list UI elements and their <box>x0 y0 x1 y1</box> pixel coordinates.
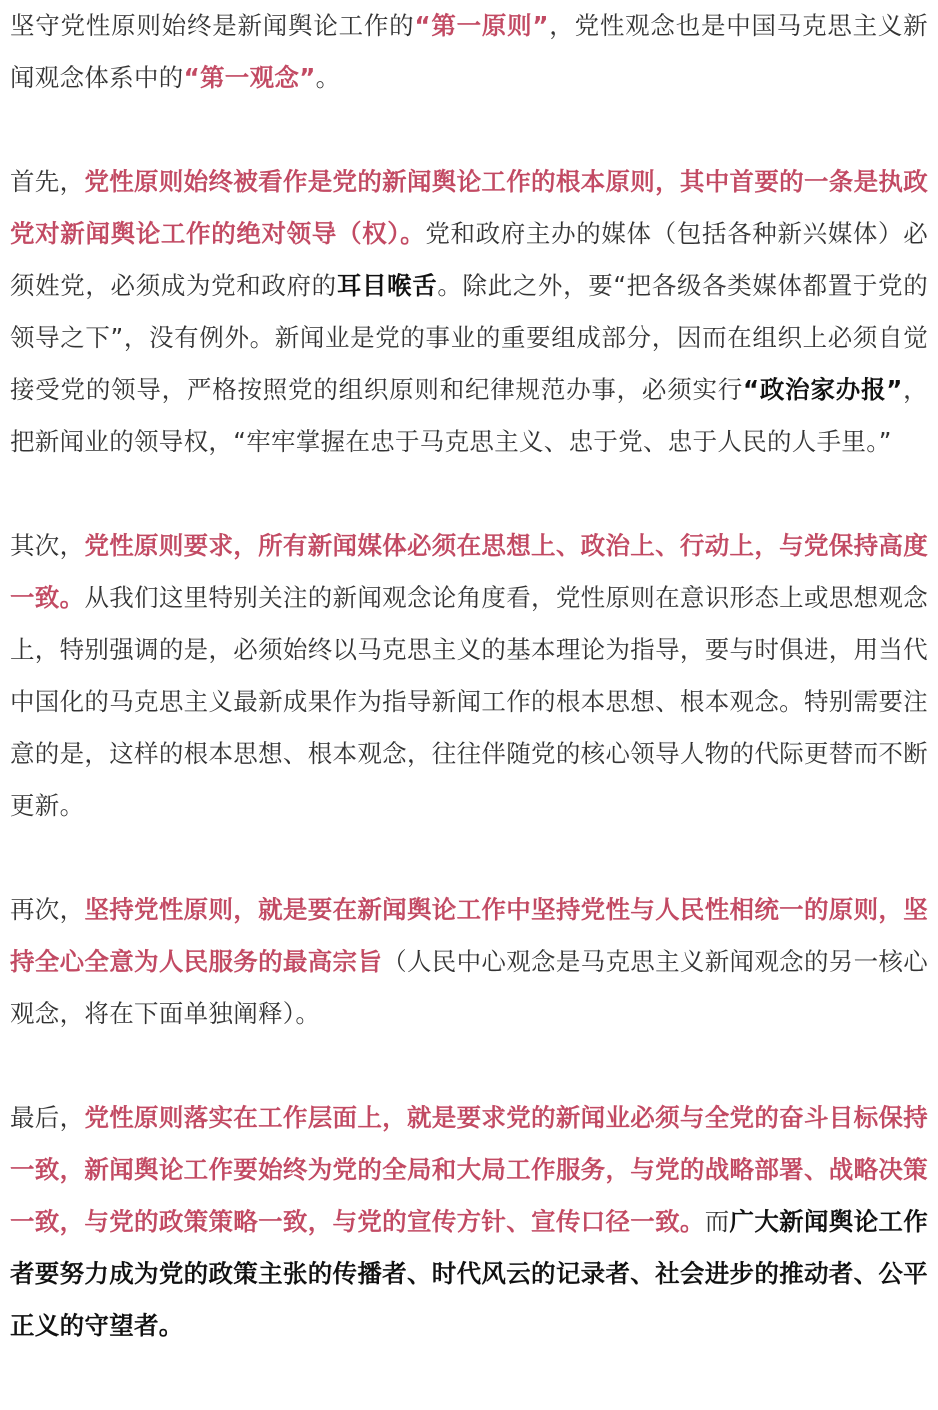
highlight-segment: “第一原则” <box>414 11 549 40</box>
paragraph-gap <box>10 1040 928 1092</box>
text-segment: ，把新闻业的领导权，“牢牢掌握在忠于马克思主义、忠于党、忠于人民的人手里。” <box>10 375 928 456</box>
bold-segment: “政治家办报” <box>743 375 903 404</box>
text-segment: 最后， <box>10 1103 85 1132</box>
text-segment: ，党性观念也是中国马克思主义新闻观念体系中的 <box>10 11 928 92</box>
highlight-segment: “第一观念” <box>183 63 316 92</box>
paragraph-first-point <box>10 156 928 468</box>
paragraph-fourth-point <box>10 1092 928 1352</box>
paragraph-gap <box>10 832 928 884</box>
text-segment: 而 <box>704 1207 730 1236</box>
bold-segment: 广大新闻舆论工作者要努力成为党的政策主张的传播者、时代风云的记录者、社会进步的推动者、公平正义的守望者。 <box>10 1207 928 1340</box>
highlight-segment: 党性原则要求，所有新闻媒体必须在思想上、政治上、行动上，与党保持高度一致。 <box>10 531 928 612</box>
text-segment: 坚守党性原则始终是新闻舆论工作的 <box>10 11 415 40</box>
bold-segment: 耳目喉舌 <box>336 271 438 300</box>
text-segment: （人民中心观念是马克思主义新闻观念的另一核心观念，将在下面单独阐释）。 <box>10 947 928 1028</box>
paragraph-third-point <box>10 884 928 1040</box>
text-segment: 。 <box>315 63 341 92</box>
paragraph-gap <box>10 468 928 520</box>
text-segment: 从我们这里特别关注的新闻观念论角度看，党性原则在意识形态上或思想观念上，特别强调的是，必须始终以马克思主义的基本理论为指导，要与时俱进，用当代中国化的马克思主义最新成果作为指导新闻工作的根本思想、根本观念。特别需要注意的是，这样的根本思想、根本观念，往往伴随党的核心领导人物的代际更替而不断更新。 <box>10 583 928 820</box>
paragraph-intro <box>10 0 928 104</box>
text-segment: 。除此之外，要“把各级各类媒体都置于党的领导之下”，没有例外。新闻业是党的事业的重要组成部分，因而在组织上必须自觉接受党的领导，严格按照党的组织原则和纪律规范办事，必须实行 <box>10 271 928 404</box>
text-segment: 其次， <box>10 531 85 560</box>
highlight-segment: 坚持党性原则，就是要在新闻舆论工作中坚持党性与人民性相统一的原则，坚持全心全意为人民服务的最高宗旨 <box>10 895 928 976</box>
highlight-segment: 党性原则落实在工作层面上，就是要求党的新闻业必须与全党的奋斗目标保持一致，新闻舆论工作要始终为党的全局和大局工作服务，与党的战略部署、战略决策一致，与党的政策策略一致，与党的宣传方针、宣传口径一致。 <box>10 1103 928 1236</box>
text-segment: 再次， <box>10 895 85 924</box>
paragraph-second-point <box>10 520 928 832</box>
text-segment: 党和政府主办的媒体（包括各种新兴媒体）必须姓党，必须成为党和政府的 <box>10 219 928 300</box>
paragraph-gap <box>10 104 928 156</box>
text-segment: 首先， <box>10 167 85 196</box>
highlight-segment: 党性原则始终被看作是党的新闻舆论工作的根本原则，其中首要的一条是执政党对新闻舆论工作的绝对领导（权）。 <box>10 167 928 248</box>
